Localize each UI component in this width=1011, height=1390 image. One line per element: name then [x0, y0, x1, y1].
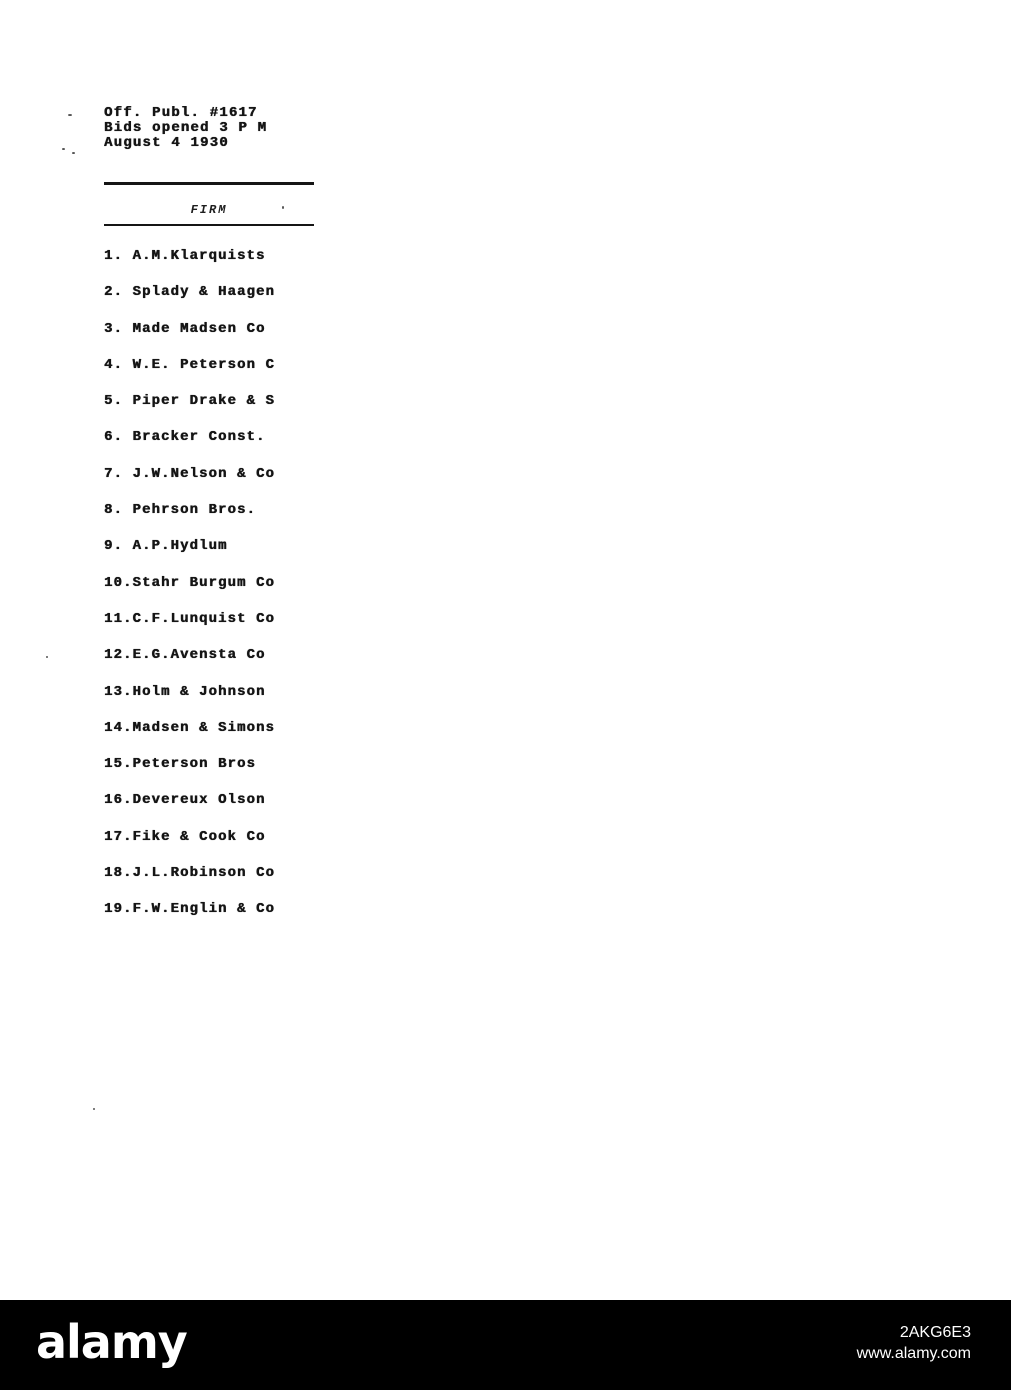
firm-list-item: 7. J.W.Nelson & Co [104, 465, 276, 482]
scan-speck [282, 206, 284, 209]
firm-list-item: 16.Devereux Olson [104, 792, 266, 809]
publication-number: Off. Publ. #1617 [104, 106, 258, 121]
firm-list-item: 14.Madsen & Simons [104, 719, 276, 736]
firm-list-item: 18.J.L.Robinson Co [104, 865, 276, 882]
firm-list-item: 4. W.E. Peterson C [104, 356, 276, 373]
firm-list-item: 8. Pehrson Bros. [104, 502, 257, 519]
watermark-footer-bar [0, 1300, 1011, 1390]
firm-list-item: 13.Holm & Johnson [104, 683, 266, 700]
firm-list-item: 17.Fike & Cook Co [104, 828, 266, 845]
scan-speck [72, 152, 75, 154]
scan-speck [46, 656, 48, 658]
firm-list-item: 11.C.F.Lunquist Co [104, 610, 276, 627]
image-id: 2AKG6E3 [899, 1324, 971, 1341]
firm-list [104, 247, 312, 937]
firm-list-item: 19.F.W.Englin & Co [104, 901, 276, 918]
firm-list-item: 5. Piper Drake & S [104, 393, 276, 410]
firm-list-item: 15.Peterson Bros [104, 756, 257, 773]
scan-speck [93, 1108, 95, 1110]
firm-list-item: 1. A.M.Klarquists [104, 248, 266, 264]
firm-list-item: 12.E.G.Avensta Co [104, 647, 266, 664]
image-credit [857, 1322, 971, 1364]
document-header [104, 106, 314, 151]
firm-list-item: 6. Bracker Const. [104, 429, 266, 446]
firm-list-item: 9. A.P.Hydlum [104, 538, 228, 555]
bid-date: August 4 1930 [104, 136, 229, 151]
scan-speck [68, 114, 72, 116]
scan-speck [62, 148, 65, 150]
firm-list-item: 10.Stahr Burgum Co [104, 574, 276, 591]
firm-list-item: 3. Made Madsen Co [104, 320, 266, 337]
firm-list-item: 2. Splady & Haagen [104, 284, 276, 301]
firm-column-heading: FIRM [190, 203, 228, 217]
bids-opened-time: Bids opened 3 P M [104, 121, 268, 136]
heading-rule-divider [104, 224, 314, 226]
alamy-logo: alamy [36, 1315, 187, 1369]
website-url: www.alamy.com [856, 1345, 971, 1362]
top-rule-divider [104, 182, 314, 185]
